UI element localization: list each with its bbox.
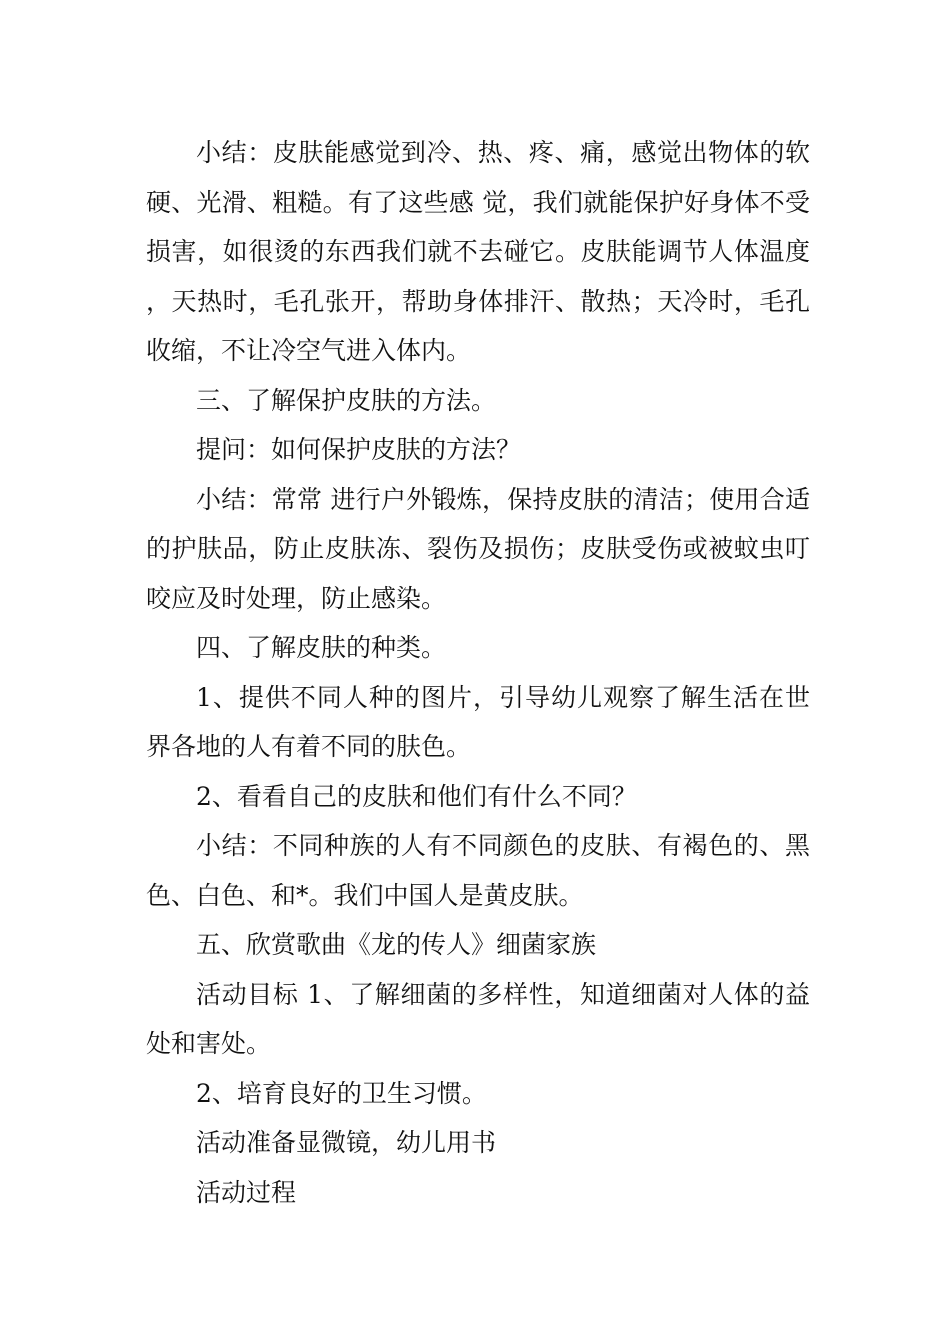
- paragraph-activity-goal: 活动目标 1、了解细菌的多样性，知道细菌对人体的益处和害处。: [146, 979, 810, 1058]
- paragraph-summary-protection: 小结：常常 进行户外锻炼，保持皮肤的清洁；使用合适的护肤品，防止皮肤冻、裂伤及损伤；皮肤受伤或被蚊虫叮咬应及时处理，防止感染。: [146, 484, 810, 613]
- heading-protect-skin: 三、了解保护皮肤的方法。: [196, 385, 497, 415]
- paragraph-question: 提问：如何保护皮肤的方法？: [196, 435, 522, 464]
- paragraph-summary-skin-colors: 小结：不同种族的人有不同颜色的皮肤、有褐色的、黑色、白色、和*。我们中国人是黄皮肤。: [146, 831, 810, 910]
- paragraph-step-1: 1、提供不同人种的图片，引导幼儿观察了解生活在世界各地的人有着不同的肤色。: [146, 682, 810, 761]
- document-body: [146, 128, 810, 1217]
- paragraph-goal-2: 2、培育良好的卫生习惯。: [196, 1078, 487, 1108]
- paragraph-summary-skin-senses: 小结：皮肤能感觉到冷、热、疼、痛，感觉出物体的软硬、光滑、粗糙。有了这些感 觉，我们就能保护好身体不受损害，如很烫的东西我们就不去碰它。皮肤能调节人体温度，天热时，毛孔张开，帮助身体排汗、散热；天冷时，毛孔收缩，不让冷空气进入体内。: [146, 138, 810, 365]
- paragraph-activity-prep: 活动准备显微镜，幼儿用书: [196, 1128, 497, 1157]
- paragraph-step-2: 2、看看自己的皮肤和他们有什么不同？: [196, 781, 637, 811]
- heading-song: 五、欣赏歌曲《龙的传人》细菌家族: [196, 930, 597, 959]
- heading-skin-types: 四、了解皮肤的种类。: [196, 633, 447, 662]
- paragraph-activity-process: 活动过程: [196, 1177, 297, 1207]
